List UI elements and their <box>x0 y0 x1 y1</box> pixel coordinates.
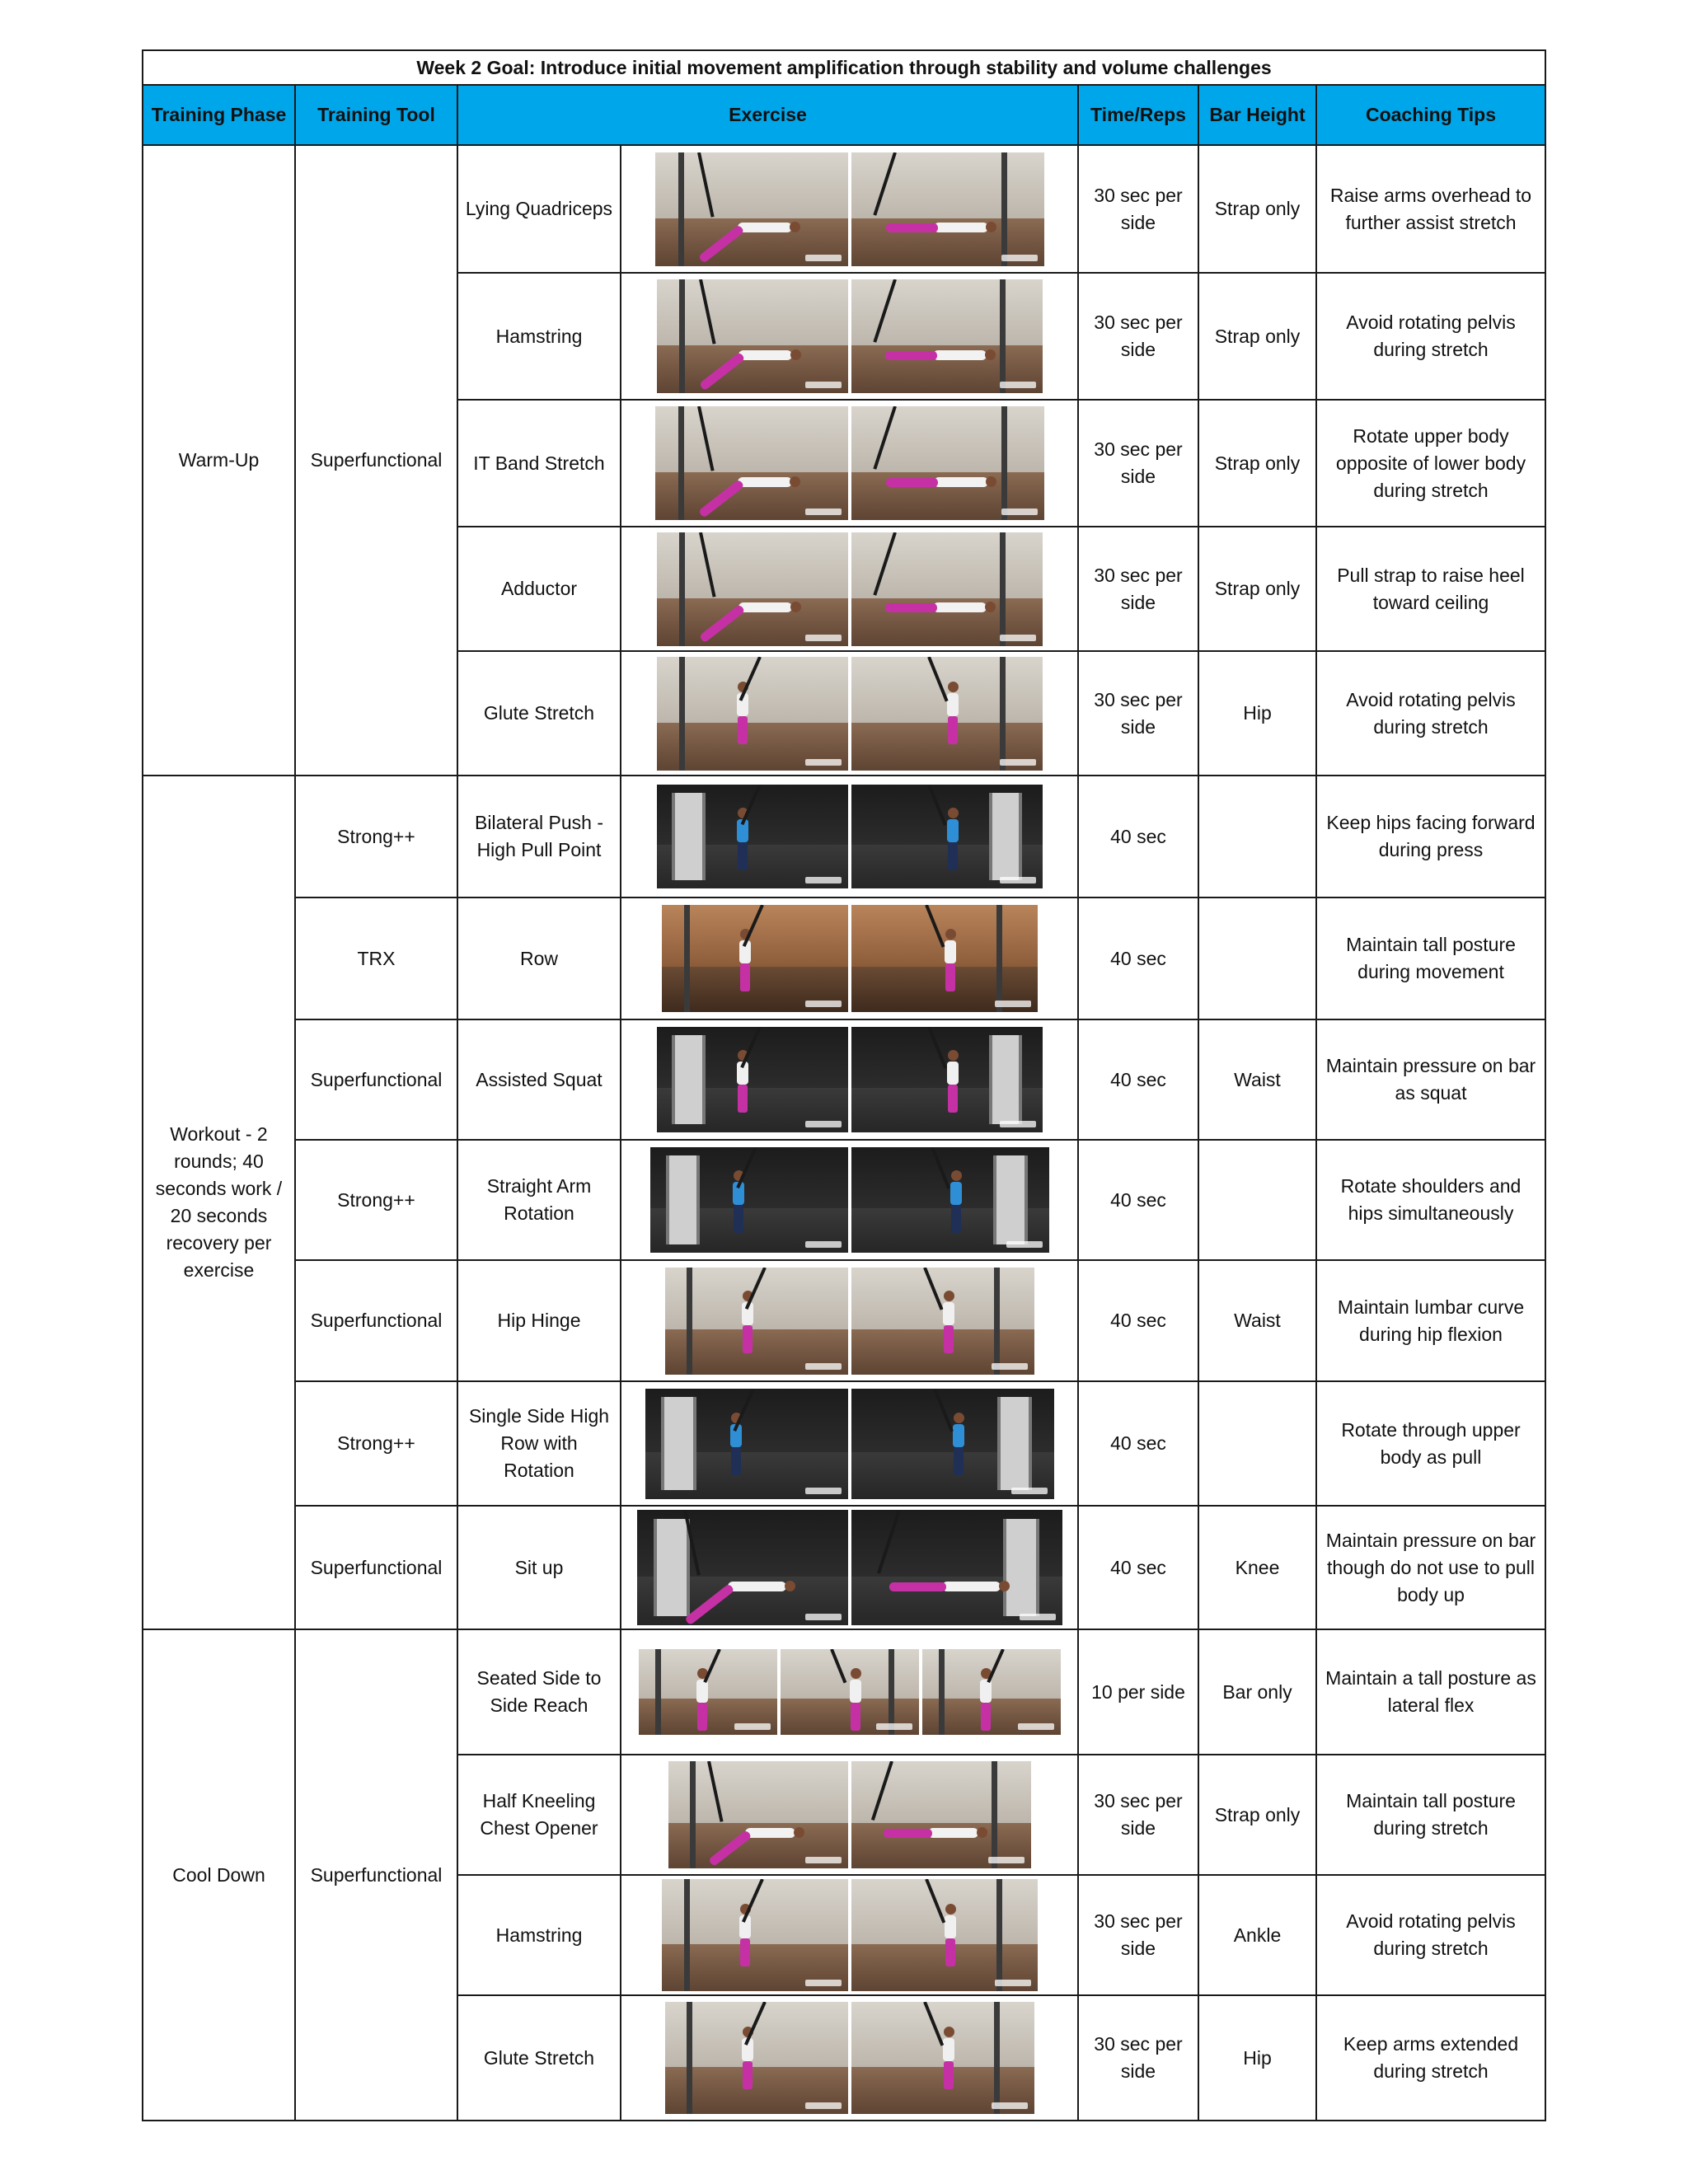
time-reps-cell: 40 sec <box>1078 1506 1198 1629</box>
exercise-photo <box>662 1879 848 1991</box>
exercise-photo <box>851 2002 1034 2114</box>
figure-torso <box>696 1680 708 1703</box>
exercise-name: Assisted Squat <box>457 1019 621 1140</box>
exercise-photo <box>637 1510 848 1625</box>
exercise-photos <box>621 400 1078 527</box>
figure-legs <box>851 1703 860 1731</box>
time-reps-cell: 30 sec per side <box>1078 1995 1198 2121</box>
table-row <box>143 1140 1545 1260</box>
coaching-tip-cell: Keep hips facing forward during press <box>1316 776 1545 898</box>
figure-head <box>986 476 996 487</box>
figure-leg <box>885 351 937 360</box>
figure-leg <box>886 223 938 232</box>
brand-watermark <box>1000 1121 1036 1127</box>
figure-legs <box>743 1325 753 1353</box>
exercise-name: IT Band Stretch <box>457 400 621 527</box>
figure-head <box>954 1413 964 1423</box>
bar-height-cell <box>1198 1140 1316 1260</box>
rack-pole <box>994 2002 1000 2114</box>
brand-watermark <box>734 1723 771 1730</box>
time-reps-cell: 30 sec per side <box>1078 1875 1198 1995</box>
coaching-tip-cell: Maintain tall posture during movement <box>1316 898 1545 1019</box>
exercise-photos <box>621 1260 1078 1381</box>
bar-height-cell: Hip <box>1198 1995 1316 2121</box>
figure-legs <box>944 1325 954 1353</box>
brand-watermark <box>805 1614 842 1620</box>
bar-height-cell: Ankle <box>1198 1875 1316 1995</box>
rack-pole <box>996 1879 1002 1991</box>
header-row <box>143 85 1545 145</box>
rack-pole <box>889 1649 894 1735</box>
bar-height-cell <box>1198 1381 1316 1506</box>
brand-watermark <box>1000 635 1036 641</box>
coaching-tip-cell: Rotate shoulders and hips simultaneously <box>1316 1140 1545 1260</box>
rack-pole <box>679 279 685 393</box>
bar-height-cell: Knee <box>1198 1506 1316 1629</box>
figure-head <box>951 1170 962 1181</box>
exercise-photos <box>621 145 1078 273</box>
tool-cell: Strong++ <box>295 1140 457 1260</box>
rack-pole <box>994 1268 1000 1375</box>
exercise-photo <box>655 152 848 266</box>
exercise-photo <box>781 1649 919 1735</box>
exercise-photo <box>657 532 848 646</box>
exercise-photos <box>621 1140 1078 1260</box>
table-row <box>143 1629 1545 1755</box>
exercise-photo <box>851 1879 1038 1991</box>
exercise-name: Hamstring <box>457 273 621 400</box>
bar-height-cell: Strap only <box>1198 273 1316 400</box>
exercise-photo <box>668 1761 848 1868</box>
figure-torso <box>947 1062 959 1085</box>
exercise-photo <box>851 1268 1034 1375</box>
table-row <box>143 898 1545 1019</box>
time-reps-cell: 30 sec per side <box>1078 651 1198 776</box>
time-reps-cell: 40 sec <box>1078 1140 1198 1260</box>
exercise-photo <box>851 1761 1031 1868</box>
tool-cell: TRX <box>295 898 457 1019</box>
training-rack <box>672 1035 705 1124</box>
exercise-photo <box>657 1027 848 1132</box>
exercise-photo <box>657 657 848 771</box>
exercise-photos <box>621 651 1078 776</box>
figure-body <box>933 602 987 612</box>
figure-torso <box>943 1302 954 1325</box>
exercise-photo <box>650 1147 848 1253</box>
phase-cell: Warm-Up <box>143 145 295 776</box>
exercise-photos <box>621 273 1078 400</box>
brand-watermark <box>876 1723 912 1730</box>
exercise-photos <box>621 1019 1078 1140</box>
brand-watermark <box>805 635 842 641</box>
training-rack <box>672 793 705 880</box>
time-reps-cell: 40 sec <box>1078 898 1198 1019</box>
rack-pole <box>1000 657 1006 771</box>
header-training-phase: Training Phase <box>143 85 295 145</box>
coaching-tip-cell: Maintain lumbar curve during hip flexion <box>1316 1260 1545 1381</box>
workout-table <box>142 49 1546 2121</box>
figure-head <box>945 1904 956 1915</box>
exercise-photo <box>851 1389 1054 1499</box>
figure-legs <box>740 1938 750 1966</box>
exercise-photos <box>621 527 1078 651</box>
figure-body <box>728 1582 787 1591</box>
exercise-photo <box>851 1027 1043 1132</box>
figure-torso <box>943 2038 954 2061</box>
figure-leg <box>886 478 938 487</box>
brand-watermark <box>988 1857 1025 1863</box>
header-coaching-tips: Coaching Tips <box>1316 85 1545 145</box>
figure-body <box>933 350 987 360</box>
brand-watermark <box>805 759 842 766</box>
figure-head <box>790 349 801 360</box>
figure-legs <box>697 1703 707 1731</box>
bar-height-cell: Strap only <box>1198 527 1316 651</box>
exercise-name: Seated Side to Side Reach <box>457 1629 621 1755</box>
exercise-photo <box>851 785 1043 888</box>
brand-watermark <box>992 2102 1028 2109</box>
exercise-photo <box>922 1649 1061 1735</box>
exercise-name: Lying Quadriceps <box>457 145 621 273</box>
figure-torso <box>947 693 959 716</box>
exercise-photos <box>621 1629 1078 1755</box>
figure-head <box>944 2027 954 2037</box>
time-reps-cell: 40 sec <box>1078 1019 1198 1140</box>
exercise-photo <box>657 279 848 393</box>
bar-height-cell: Strap only <box>1198 145 1316 273</box>
figure-legs <box>738 716 748 744</box>
brand-watermark <box>995 1980 1031 1986</box>
photo-background <box>851 532 1043 598</box>
exercise-photo <box>851 1510 1062 1625</box>
tool-cell: Superfunctional <box>295 1629 457 2121</box>
figure-legs <box>945 1938 955 1966</box>
brand-watermark <box>992 1363 1028 1370</box>
figure-legs <box>951 1205 961 1233</box>
brand-watermark <box>805 1121 842 1127</box>
exercise-photo <box>851 279 1043 393</box>
figure-legs <box>740 963 750 991</box>
rack-pole <box>1001 406 1007 520</box>
photo-background <box>851 152 1044 218</box>
figure-legs <box>948 716 958 744</box>
brand-watermark <box>805 1857 842 1863</box>
figure-torso <box>947 819 959 842</box>
exercise-name: Adductor <box>457 527 621 651</box>
exercise-photos <box>621 1381 1078 1506</box>
coaching-tip-cell: Rotate through upper body as pull <box>1316 1381 1545 1506</box>
rack-pole <box>684 905 690 1012</box>
figure-leg <box>885 603 937 612</box>
coaching-tip-cell: Maintain tall posture during stretch <box>1316 1755 1545 1875</box>
figure-legs <box>944 2061 954 2089</box>
exercise-name: Hamstring <box>457 1875 621 1995</box>
exercise-name: Single Side High Row with Rotation <box>457 1381 621 1506</box>
exercise-photo <box>639 1649 777 1735</box>
exercise-photo <box>662 905 848 1012</box>
coaching-tip-cell: Avoid rotating pelvis during stretch <box>1316 273 1545 400</box>
photo-background <box>851 1761 1031 1823</box>
figure-legs <box>948 1085 958 1113</box>
brand-watermark <box>995 1001 1031 1007</box>
rack-pole <box>684 1879 690 1991</box>
figure-head <box>790 476 800 487</box>
figure-torso <box>945 940 956 963</box>
time-reps-cell: 30 sec per side <box>1078 527 1198 651</box>
table-row <box>143 776 1545 898</box>
brand-watermark <box>1001 509 1038 515</box>
tool-cell: Strong++ <box>295 1381 457 1506</box>
workout-plan-sheet <box>142 49 1545 2121</box>
table-row <box>143 1019 1545 1140</box>
brand-watermark <box>805 1488 842 1494</box>
brand-watermark <box>1020 1614 1056 1620</box>
time-reps-cell: 40 sec <box>1078 1381 1198 1506</box>
brand-watermark <box>1000 759 1036 766</box>
exercise-name: Bilateral Push - High Pull Point <box>457 776 621 898</box>
training-rack <box>989 793 1022 880</box>
brand-watermark <box>1000 382 1036 388</box>
figure-head <box>851 1668 861 1679</box>
exercise-name: Glute Stretch <box>457 1995 621 2121</box>
training-rack <box>661 1397 696 1490</box>
exercise-photo <box>851 152 1044 266</box>
exercise-photo <box>665 2002 848 2114</box>
exercise-photo <box>657 785 848 888</box>
tool-cell: Superfunctional <box>295 1506 457 1629</box>
brand-watermark <box>805 2102 842 2109</box>
photo-background <box>655 152 848 218</box>
rack-pole <box>678 152 684 266</box>
brand-watermark <box>1001 255 1038 261</box>
rack-pole <box>690 1761 696 1868</box>
figure-torso <box>945 1915 956 1938</box>
phase-cell: Workout - 2 rounds; 40 seconds work / 20 seconds recovery per exercise <box>143 776 295 1629</box>
time-reps-cell: 10 per side <box>1078 1629 1198 1755</box>
bar-height-cell: Bar only <box>1198 1629 1316 1755</box>
brand-watermark <box>805 1980 842 1986</box>
brand-watermark <box>1006 1241 1043 1248</box>
figure-leg <box>884 1829 932 1838</box>
figure-legs <box>731 1447 741 1475</box>
brand-watermark <box>805 382 842 388</box>
figure-head <box>945 929 956 940</box>
figure-legs <box>948 842 958 870</box>
bar-height-cell <box>1198 898 1316 1019</box>
exercise-photos <box>621 898 1078 1019</box>
figure-leg <box>889 1582 946 1591</box>
figure-legs <box>738 842 748 870</box>
coaching-tip-cell: Rotate upper body opposite of lower body during stretch <box>1316 400 1545 527</box>
header-bar-height: Bar Height <box>1198 85 1316 145</box>
header-time-reps: Time/Reps <box>1078 85 1198 145</box>
exercise-photos <box>621 1875 1078 1995</box>
figure-head <box>794 1827 804 1838</box>
rack-pole <box>1001 152 1007 266</box>
brand-watermark <box>1018 1723 1054 1730</box>
table-row <box>143 1381 1545 1506</box>
figure-torso <box>850 1680 861 1703</box>
rack-pole <box>687 1268 692 1375</box>
training-rack <box>666 1155 701 1244</box>
rack-pole <box>1000 279 1006 393</box>
photo-background <box>655 406 848 472</box>
figure-legs <box>954 1447 964 1475</box>
brand-watermark <box>805 1363 842 1370</box>
bar-height-cell: Hip <box>1198 651 1316 776</box>
exercise-photo <box>851 406 1044 520</box>
figure-body <box>738 223 792 232</box>
figure-legs <box>743 2061 753 2089</box>
figure-head <box>999 1581 1010 1591</box>
coaching-tip-cell: Maintain pressure on bar as squat <box>1316 1019 1545 1140</box>
brand-watermark <box>1000 877 1036 883</box>
exercise-name: Straight Arm Rotation <box>457 1140 621 1260</box>
table-row <box>143 145 1545 273</box>
exercise-name: Glute Stretch <box>457 651 621 776</box>
rack-pole <box>996 905 1002 1012</box>
exercise-photo <box>851 905 1038 1012</box>
time-reps-cell: 30 sec per side <box>1078 145 1198 273</box>
exercise-photo <box>665 1268 848 1375</box>
figure-head <box>977 1827 987 1838</box>
exercise-photos <box>621 1755 1078 1875</box>
figure-torso <box>980 1680 992 1703</box>
brand-watermark <box>805 1001 842 1007</box>
phase-cell: Cool Down <box>143 1629 295 2121</box>
exercise-photos <box>621 1506 1078 1629</box>
coaching-tip-cell: Pull strap to raise heel toward ceiling <box>1316 527 1545 651</box>
time-reps-cell: 30 sec per side <box>1078 273 1198 400</box>
training-rack <box>1003 1519 1039 1616</box>
bar-height-cell: Strap only <box>1198 1755 1316 1875</box>
header-training-tool: Training Tool <box>295 85 457 145</box>
rack-pole <box>992 1761 997 1868</box>
coaching-tip-cell: Avoid rotating pelvis during stretch <box>1316 1875 1545 1995</box>
rack-pole <box>939 1649 945 1735</box>
coaching-tip-cell: Maintain a tall posture as lateral flex <box>1316 1629 1545 1755</box>
figure-body <box>738 602 792 612</box>
figure-head <box>948 808 959 818</box>
figure-head <box>948 1050 959 1061</box>
bar-height-cell: Waist <box>1198 1019 1316 1140</box>
figure-head <box>948 682 959 692</box>
bar-height-cell: Strap only <box>1198 400 1316 527</box>
exercise-photo <box>645 1389 848 1499</box>
time-reps-cell: 40 sec <box>1078 776 1198 898</box>
figure-torso <box>950 1182 962 1205</box>
rack-pole <box>687 2002 692 2114</box>
training-rack <box>989 1035 1022 1124</box>
time-reps-cell: 30 sec per side <box>1078 400 1198 527</box>
table-row <box>143 1260 1545 1381</box>
table-row <box>143 1506 1545 1629</box>
exercise-name: Row <box>457 898 621 1019</box>
coaching-tip-cell: Maintain pressure on bar though do not use to pull body up <box>1316 1506 1545 1629</box>
figure-torso <box>953 1424 964 1447</box>
figure-legs <box>738 1085 748 1113</box>
brand-watermark <box>805 509 842 515</box>
coaching-tip-cell: Keep arms extended during stretch <box>1316 1995 1545 2121</box>
figure-legs <box>945 963 955 991</box>
tool-cell: Strong++ <box>295 776 457 898</box>
rack-pole <box>679 532 685 646</box>
tool-cell: Superfunctional <box>295 1019 457 1140</box>
brand-watermark <box>1011 1488 1048 1494</box>
bar-height-cell: Waist <box>1198 1260 1316 1381</box>
exercise-photo <box>655 406 848 520</box>
coaching-tip-cell: Raise arms overhead to further assist stretch <box>1316 145 1545 273</box>
rack-pole <box>678 406 684 520</box>
exercise-name: Half Kneeling Chest Opener <box>457 1755 621 1875</box>
photo-background <box>851 406 1044 472</box>
figure-legs <box>981 1703 991 1731</box>
exercise-photo <box>851 532 1043 646</box>
time-reps-cell: 30 sec per side <box>1078 1755 1198 1875</box>
figure-head <box>790 602 801 612</box>
bar-height-cell <box>1198 776 1316 898</box>
page-title: Week 2 Goal: Introduce initial movement amplification through stability and volume challenges <box>143 50 1545 85</box>
figure-head <box>985 349 996 360</box>
brand-watermark <box>805 877 842 883</box>
figure-legs <box>734 1205 743 1233</box>
figure-body <box>928 1828 978 1838</box>
figure-body <box>738 477 792 487</box>
rack-pole <box>655 1649 661 1735</box>
brand-watermark <box>805 255 842 261</box>
exercise-name: Hip Hinge <box>457 1260 621 1381</box>
header-exercise: Exercise <box>457 85 1078 145</box>
training-rack <box>654 1519 690 1616</box>
figure-body <box>745 1828 795 1838</box>
figure-head <box>944 1291 954 1301</box>
exercise-photo <box>851 1147 1049 1253</box>
figure-head <box>985 602 996 612</box>
rack-pole <box>1000 532 1006 646</box>
figure-body <box>934 223 988 232</box>
exercise-photos <box>621 1995 1078 2121</box>
figure-head <box>785 1581 795 1591</box>
training-rack <box>997 1397 1032 1490</box>
tool-cell: Superfunctional <box>295 1260 457 1381</box>
exercise-photos <box>621 776 1078 898</box>
coaching-tip-cell: Avoid rotating pelvis during stretch <box>1316 651 1545 776</box>
time-reps-cell: 40 sec <box>1078 1260 1198 1381</box>
figure-body <box>934 477 988 487</box>
photo-background <box>851 279 1043 345</box>
brand-watermark <box>805 1241 842 1248</box>
rack-pole <box>679 657 685 771</box>
tool-cell: Superfunctional <box>295 145 457 776</box>
training-rack <box>993 1155 1028 1244</box>
exercise-name: Sit up <box>457 1506 621 1629</box>
exercise-photo <box>851 657 1043 771</box>
figure-body <box>942 1582 1001 1591</box>
figure-body <box>738 350 792 360</box>
